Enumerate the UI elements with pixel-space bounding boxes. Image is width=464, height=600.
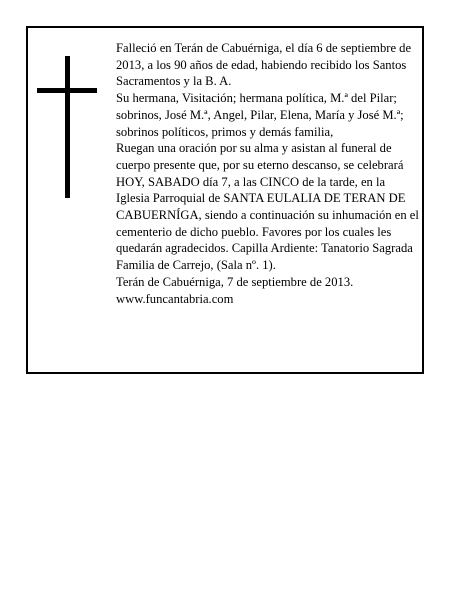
funeral-details: Ruegan una oración por su alma y asistan al funeral de cuerpo presente que, por su eterno descanso, se celebrará HOY, SABADO día 7, a las CINCO de la tarde, en la Iglesia Parroquial de SANTA EULALIA DE TERAN DE CABUERNÍGA, siendo a continuación su inhumación en el cementerio de dicho pueblo. Favores por los cuales les quedarán agradecidos. Capilla Ardiente: Tanatorio Sagrada Familia de Carrejo, (Sala nº. 1). <box>116 141 419 273</box>
death-announcement: Falleció en Terán de Cabuérniga, el día 6 de septiembre de 2013, a los 90 años de edad, habiendo recibido los Santos Sacramentos y la B. A. <box>116 41 412 89</box>
obituary-text <box>116 40 419 307</box>
website-link: www.funcantabria.com <box>116 291 234 306</box>
cross-vertical-bar <box>65 56 70 198</box>
family-list: Su hermana, Visitación; hermana política, M.ª del Pilar; sobrinos, José M.ª, Angel, Pilar, Elena, María y José M.ª; sobrinos políticos, primos y demás familia, <box>116 91 404 139</box>
cross-icon <box>37 56 97 198</box>
place-and-date: Terán de Cabuérniga, 7 de septiembre de 2013. <box>116 274 354 289</box>
obituary-notice <box>26 26 424 374</box>
cross-horizontal-bar <box>37 88 97 93</box>
